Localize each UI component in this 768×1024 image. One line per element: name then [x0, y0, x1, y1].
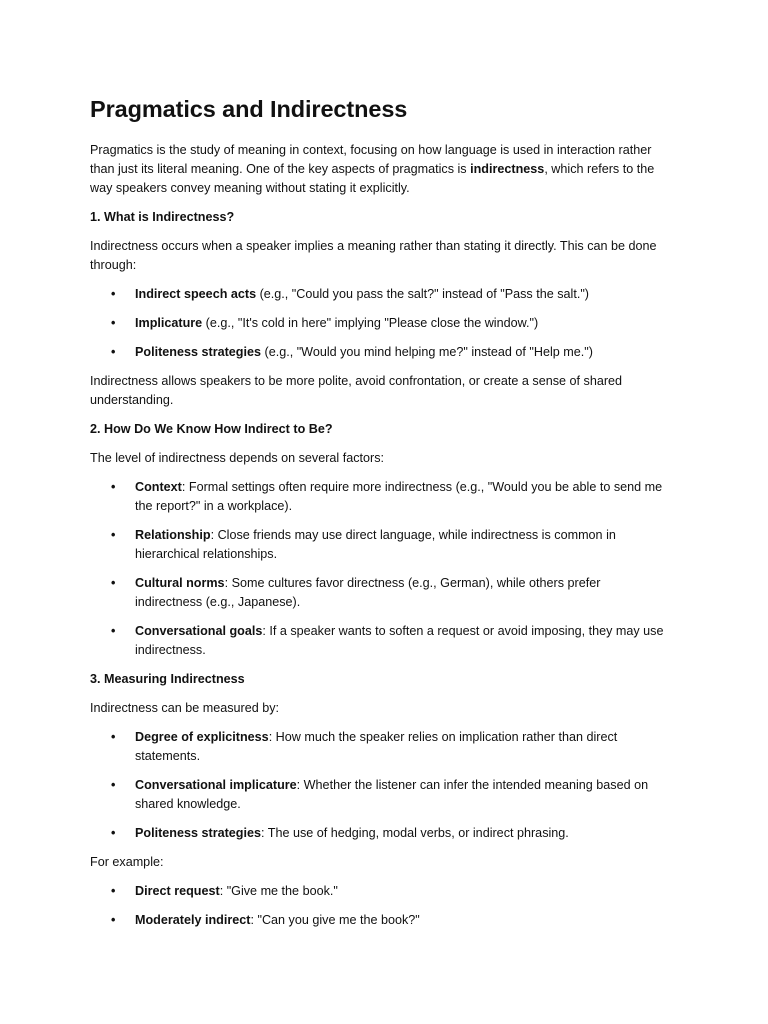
list-item-term: Politeness strategies [135, 826, 261, 840]
list-item-term: Conversational goals [135, 624, 263, 638]
list-item-text: (e.g., "Could you pass the salt?" instead of "Pass the salt.") [256, 287, 589, 301]
list-item-text: : Whether the listener can infer the intended meaning based on shared knowledge. [135, 778, 649, 811]
section-heading: 3. Measuring Indirectness [90, 672, 245, 686]
bullet-list [90, 728, 668, 843]
section-lead: The level of indirectness depends on several factors: [90, 451, 385, 465]
list-item [90, 526, 668, 564]
list-item-text: : Some cultures favor directness (e.g., German), while others prefer indirectness (e.g., Japanese). [135, 576, 601, 609]
list-item [90, 622, 668, 660]
section-heading: 2. How Do We Know How Indirect to Be? [90, 422, 333, 436]
list-item-text: : Formal settings often require more indirectness (e.g., "Would you be able to send me the report?" in a workplace). [135, 480, 663, 513]
list-item [90, 285, 668, 304]
section-paragraph: Indirectness allows speakers to be more polite, avoid confrontation, or create a sense of shared understanding. [90, 374, 623, 407]
intro-paragraph [90, 141, 668, 198]
list-item-text: : "Can you give me the book?" [250, 913, 420, 927]
list-item-term: Politeness strategies [135, 345, 261, 359]
list-item [90, 882, 668, 901]
section-paragraph: For example: [90, 855, 164, 869]
list-item-text: : Close friends may use direct language, while indirectness is common in hierarchical relationships. [135, 528, 616, 561]
intro-text-end: , which refers to the way speakers convey meaning without stating it explicitly. [90, 162, 655, 195]
list-item [90, 776, 668, 814]
section-lead: Indirectness can be measured by: [90, 701, 280, 715]
list-item [90, 478, 668, 516]
list-item-term: Direct request [135, 884, 220, 898]
bullet-list [90, 478, 668, 660]
bullet-list [90, 285, 668, 362]
section-lead: Indirectness occurs when a speaker implies a meaning rather than stating it directly. This can be done through: [90, 239, 657, 272]
list-item [90, 728, 668, 766]
list-item-term: Conversational implicature [135, 778, 297, 792]
page-title: Pragmatics and Indirectness [90, 96, 408, 122]
list-item-term: Moderately indirect [135, 913, 251, 927]
list-item-term: Relationship [135, 528, 211, 542]
list-item [90, 574, 668, 612]
list-item-term: Indirect speech acts [135, 287, 257, 301]
list-item [90, 824, 668, 843]
intro-bold-term: indirectness [470, 162, 545, 176]
list-item-text: (e.g., "Would you mind helping me?" instead of "Help me.") [261, 345, 593, 359]
list-item [90, 343, 668, 362]
list-item [90, 911, 668, 930]
list-item-text: : The use of hedging, modal verbs, or indirect phrasing. [261, 826, 569, 840]
intro-text: Pragmatics is the study of meaning in context, focusing on how language is used in interaction rather than just its literal meaning. One of the key aspects of pragmatics is [90, 143, 652, 176]
list-item-term: Implicature [135, 316, 203, 330]
list-item-term: Degree of explicitness [135, 730, 269, 744]
list-item-text: : How much the speaker relies on implication rather than direct statements. [135, 730, 618, 763]
list-item-text: : If a speaker wants to soften a request or avoid imposing, they may use indirectness. [135, 624, 664, 657]
list-item-text: : "Give me the book." [219, 884, 338, 898]
section-heading: 1. What is Indirectness? [90, 210, 235, 224]
list-item-term: Context [135, 480, 182, 494]
list-item-text: (e.g., "It's cold in here" implying "Please close the window.") [202, 316, 539, 330]
example-list [90, 882, 668, 930]
list-item-term: Cultural norms [135, 576, 225, 590]
list-item [90, 314, 668, 333]
